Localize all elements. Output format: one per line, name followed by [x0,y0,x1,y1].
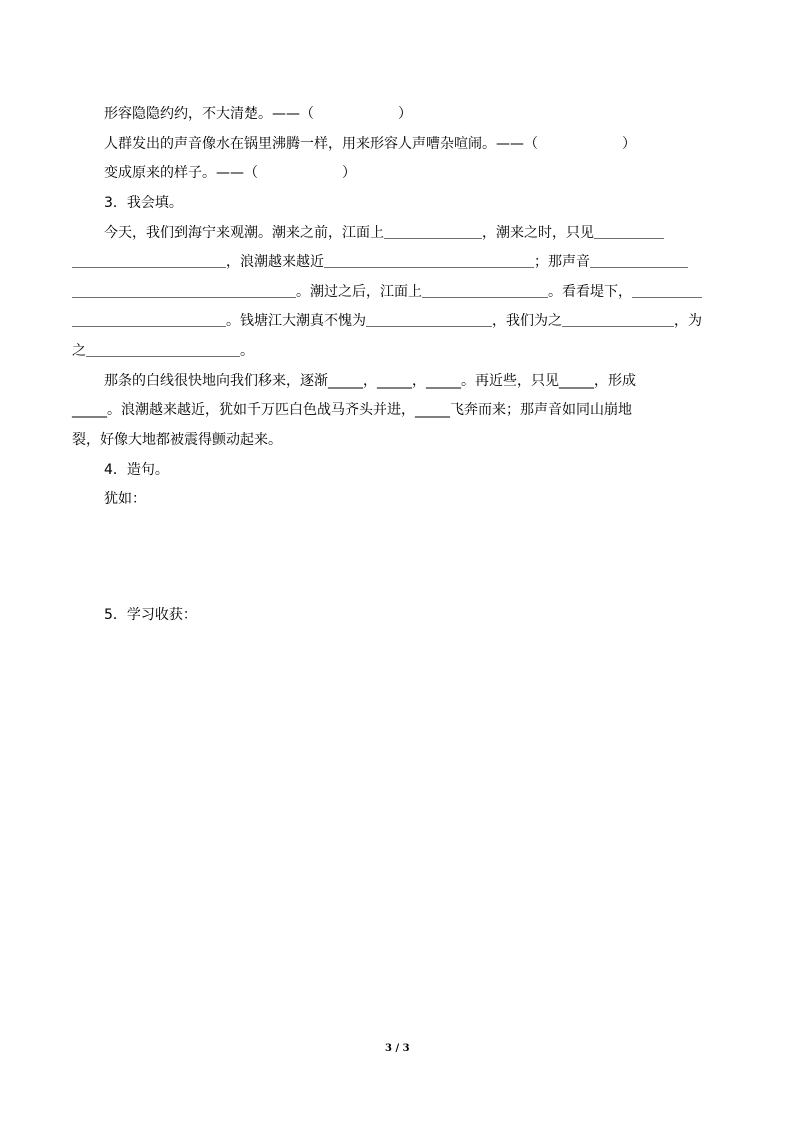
fill-line-4: ＿＿＿＿＿＿＿＿＿＿＿。钱塘江大潮真不愧为＿＿＿＿＿＿＿＿＿，我们为之＿＿＿＿＿＿＿＿，为 [72,313,702,329]
passage-line-2: _____。浪潮越来越近，犹如千万匹白色战马齐头并进，_____飞奔而来；那声音如同山崩地 [72,402,632,418]
question-3-heading: 3．我会填。 [104,195,183,211]
page-number: 3 / 3 [385,1043,410,1054]
sentence-prompt: 犹如： [104,491,146,507]
idiom-item-1: 形容隐隐约约，不大清楚。——（ ） [104,106,412,122]
idiom-item-3: 变成原来的样子。——（ ） [104,165,356,181]
fill-line-2: ＿＿＿＿＿＿＿＿＿＿＿，浪潮越来越近＿＿＿＿＿＿＿＿＿＿＿＿＿＿＿；那声音＿＿＿＿＿＿＿ [72,254,688,270]
fill-line-5: 之＿＿＿＿＿＿＿＿＿＿＿。 [72,343,254,359]
fill-line-3: ＿＿＿＿＿＿＿＿＿＿＿＿＿＿＿＿。潮过之后，江面上＿＿＿＿＿＿＿＿＿。看看堤下，＿＿＿＿＿ [72,284,702,300]
question-5-heading: 5．学习收获： [104,607,197,623]
passage-line-3: 裂，好像大地都被震得颤动起来。 [72,432,282,448]
fill-line-1: 今天，我们到海宁来观潮。潮来之前，江面上＿＿＿＿＿＿＿，潮来之时，只见＿＿＿＿＿ [104,225,664,241]
question-4-heading: 4．造句。 [104,462,169,478]
idiom-item-2: 人群发出的声音像水在锅里沸腾一样，用来形容人声嘈杂喧闹。——（ ） [104,136,636,152]
passage-line-1: 那条的白线很快地向我们移来，逐渐_____，_____，_____。再近些，只见_____，形成 [104,373,636,389]
